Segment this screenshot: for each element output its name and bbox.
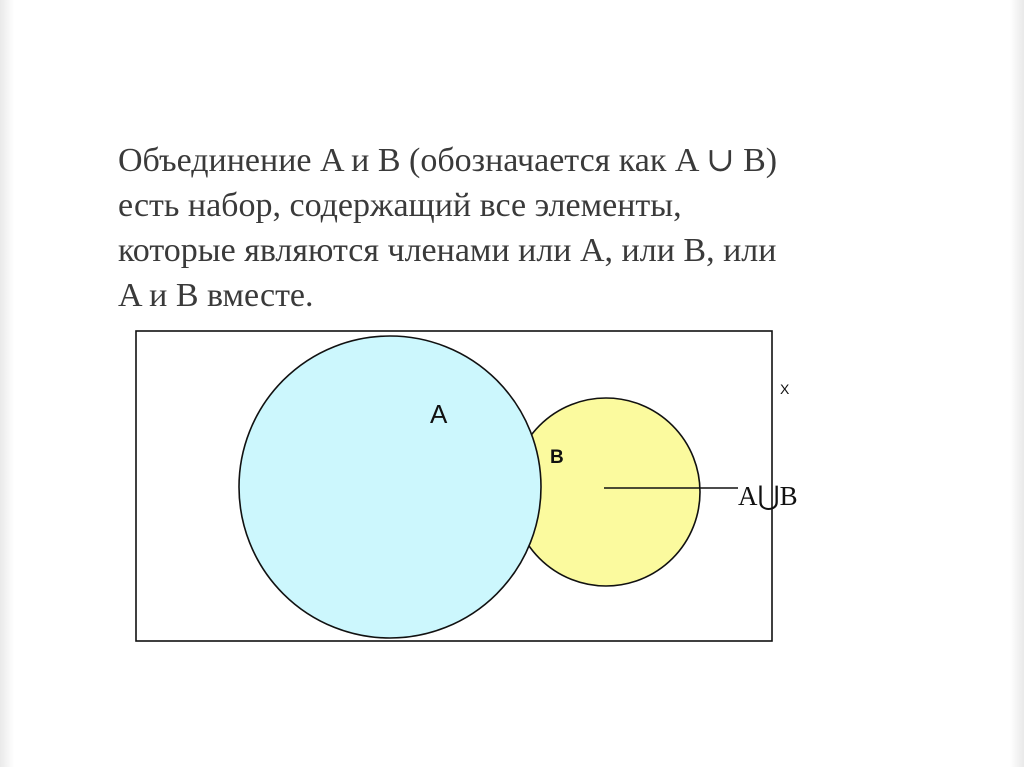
definition-line-2: есть набор, содержащий все элементы, (118, 187, 682, 224)
set-b-label: B (550, 447, 564, 468)
set-a-label: A (430, 399, 448, 429)
definition-line-4: A и B вместе. (118, 277, 314, 314)
set-a-circle (239, 336, 541, 638)
definition-line-3: которые являются членами или A, или B, или (118, 232, 777, 269)
definition-line-1: Объединение A и B (обозначается как A ∪ B) (118, 142, 778, 179)
union-label: A⋃B (738, 481, 798, 511)
universe-label: X (780, 381, 790, 397)
